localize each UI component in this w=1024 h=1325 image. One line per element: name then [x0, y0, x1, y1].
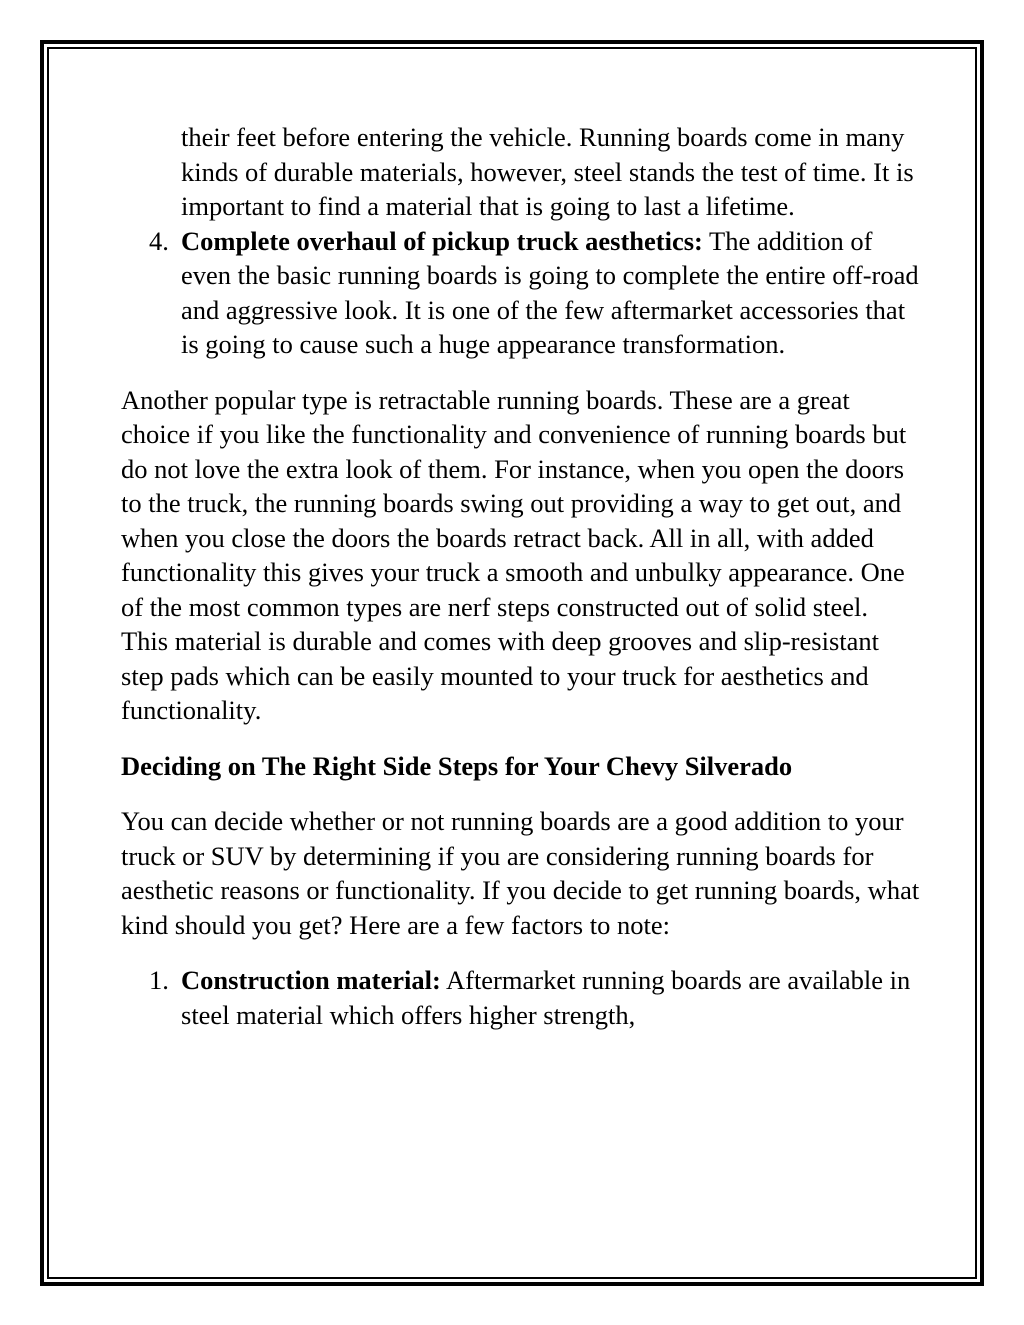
- section-heading: Deciding on The Right Side Steps for Your Chevy Silverado: [121, 750, 793, 781]
- list-item-text: The addition of even the basic running boards is going to complete the entire off-road and aggressive look. It is one of the few aftermarket accessories that is going to cause such a huge appearance transformation.: [181, 225, 919, 359]
- continued-list-text: their feet before entering the vehicle. Running boards come in many kinds of durable materials, however, steel stands the test of time. It is important to find a material that is going to last a lifetime.: [181, 122, 914, 221]
- numbered-list-factors: [121, 963, 921, 1032]
- list-item: [121, 224, 921, 362]
- numbered-list-aesthetics: [121, 224, 921, 362]
- list-item-text: Aftermarket running boards are available in steel material which offers higher strength,: [181, 965, 911, 1030]
- list-item: [121, 963, 921, 1032]
- list-item-term: Complete overhaul of pickup truck aesthetics:: [181, 225, 703, 256]
- list-item-term: Construction material:: [181, 965, 441, 995]
- list-item-number: 4.: [149, 225, 169, 256]
- list-item-number: 1.: [149, 965, 169, 995]
- paragraph-retractable: Another popular type is retractable running boards. These are a great choice if you like the functionality and convenience of running boards but do not love the extra look of them. For instance, when you open the doors to the truck, the running boards swing out providing a way to get out, and when you close the doors the boards retract back. All in all, with added functionality this gives your truck a smooth and unbulky appearance. One of the most common types are nerf steps constructed out of solid steel. This material is durable and comes with deep grooves and slip-resistant step pads which can be easily mounted to your truck for aesthetics and functionality.: [121, 384, 907, 725]
- document-body: [121, 120, 921, 1032]
- paragraph-deciding: You can decide whether or not running boards are a good addition to your truck or SUV by determining if you are considering running boards for aesthetic reasons or functionality. If you decide to get running boards, what kind should you get? Here are a few factors to note:: [121, 806, 920, 940]
